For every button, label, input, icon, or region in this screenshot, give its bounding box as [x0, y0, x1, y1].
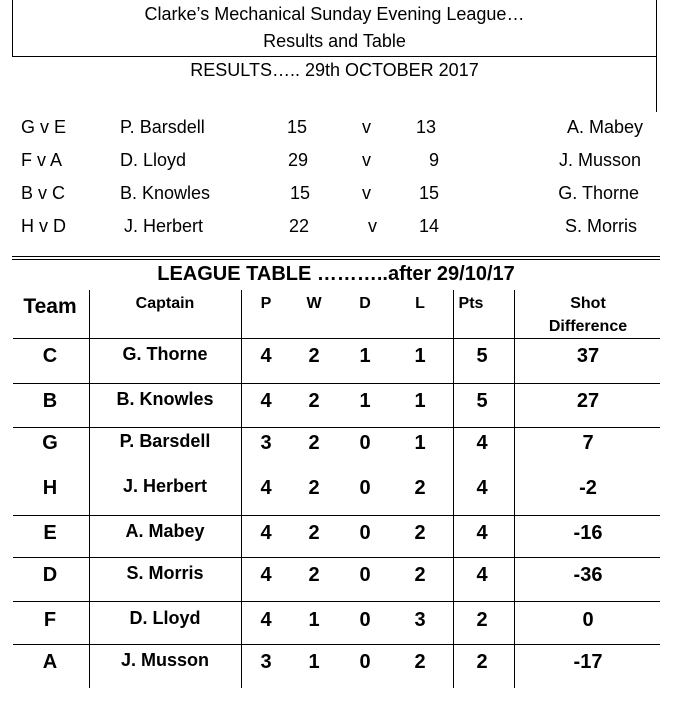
cell-captain: P. Barsdell	[119, 431, 211, 451]
cell-captain: D. Lloyd	[129, 608, 201, 628]
cell-points: 4	[476, 564, 488, 586]
header-shot-difference-line2: Difference	[548, 318, 628, 335]
cell-lost: 1	[414, 432, 426, 454]
result-away-score: 13	[416, 117, 437, 137]
cell-lost: 1	[414, 345, 426, 367]
cell-lost: 2	[414, 564, 426, 586]
result-away-score: 14	[419, 216, 440, 236]
cell-lost: 2	[414, 522, 426, 544]
cell-captain: G. Thorne	[122, 344, 208, 364]
result-home-captain: D. Lloyd	[120, 150, 187, 170]
cell-won: 2	[308, 477, 320, 499]
cell-drawn: 0	[359, 432, 371, 454]
cell-played: 4	[260, 390, 272, 412]
cell-played: 4	[260, 345, 272, 367]
cell-shot-difference: 27	[576, 390, 600, 412]
cell-shot-difference: 7	[582, 432, 594, 454]
row-divider	[13, 383, 660, 384]
cell-points: 5	[476, 390, 488, 412]
cell-captain: A. Mabey	[125, 521, 205, 541]
cell-drawn: 0	[359, 522, 371, 544]
cell-lost: 2	[414, 651, 426, 673]
result-away-captain: G. Thorne	[558, 183, 639, 203]
cell-played: 3	[260, 651, 272, 673]
header-team: Team	[23, 295, 77, 318]
cell-drawn: 1	[359, 345, 371, 367]
result-fixture: G v E	[21, 117, 67, 137]
results-and-table-subtitle: Results and Table	[263, 31, 406, 51]
result-away-captain: J. Musson	[558, 150, 641, 170]
cell-drawn: 0	[359, 609, 371, 631]
col-divider-sd	[514, 290, 515, 688]
cell-won: 2	[308, 345, 320, 367]
cell-won: 2	[308, 564, 320, 586]
results-table-separator	[12, 259, 660, 260]
result-versus: v	[362, 183, 371, 203]
result-home-captain: P. Barsdell	[120, 117, 205, 137]
cell-captain: S. Morris	[126, 563, 204, 583]
result-versus: v	[362, 150, 371, 170]
result-home-score: 29	[288, 150, 309, 170]
result-versus: v	[368, 216, 377, 236]
result-away-captain: A. Mabey	[566, 117, 643, 137]
cell-points: 4	[476, 432, 488, 454]
cell-points: 2	[476, 609, 488, 631]
cell-team: B	[42, 390, 58, 412]
cell-won: 1	[308, 651, 320, 673]
cell-played: 4	[260, 522, 272, 544]
cell-won: 2	[308, 390, 320, 412]
header-divider	[12, 56, 657, 57]
header-shot-difference-line1: Shot	[570, 295, 606, 312]
header-played: P	[260, 295, 272, 312]
cell-team: F	[43, 609, 57, 631]
cell-team: E	[43, 522, 57, 544]
results-table-separator	[12, 256, 660, 257]
cell-lost: 2	[414, 477, 426, 499]
cell-lost: 3	[414, 609, 426, 631]
cell-shot-difference: 37	[576, 345, 600, 367]
cell-captain: J. Herbert	[122, 476, 208, 496]
col-divider-team	[89, 290, 90, 688]
row-divider	[13, 338, 660, 339]
header-points: Pts	[458, 295, 484, 312]
cell-played: 4	[260, 609, 272, 631]
cell-drawn: 0	[359, 651, 371, 673]
cell-played: 4	[260, 477, 272, 499]
result-home-captain: B. Knowles	[120, 183, 211, 203]
cell-team: C	[42, 345, 58, 367]
results-heading: RESULTS….. 29th OCTOBER 2017	[190, 60, 479, 80]
col-divider-pts	[453, 290, 454, 688]
league-table-title: LEAGUE TABLE ………..after 29/10/17	[157, 263, 515, 285]
row-divider	[13, 515, 660, 516]
col-divider-captain	[241, 290, 242, 688]
cell-shot-difference: -17	[573, 651, 603, 673]
result-fixture: H v D	[21, 216, 66, 236]
cell-team: D	[42, 564, 58, 586]
cell-points: 2	[476, 651, 488, 673]
cell-team: H	[42, 477, 58, 499]
cell-won: 1	[308, 609, 320, 631]
row-divider	[13, 557, 660, 558]
league-title: Clarke’s Mechanical Sunday Evening League…	[144, 4, 525, 24]
cell-shot-difference: -2	[579, 477, 597, 499]
cell-played: 3	[260, 432, 272, 454]
cell-drawn: 1	[359, 390, 371, 412]
result-home-captain: J. Herbert	[124, 216, 204, 236]
result-home-score: 22	[289, 216, 310, 236]
result-versus: v	[362, 117, 371, 137]
cell-shot-difference: 0	[582, 609, 594, 631]
result-fixture: F v A	[21, 150, 63, 170]
cell-played: 4	[260, 564, 272, 586]
cell-drawn: 0	[359, 564, 371, 586]
cell-captain: J. Musson	[120, 650, 209, 670]
cell-won: 2	[308, 432, 320, 454]
cell-drawn: 0	[359, 477, 371, 499]
cell-points: 5	[476, 345, 488, 367]
result-away-score: 15	[419, 183, 440, 203]
cell-captain: B. Knowles	[116, 389, 214, 409]
cell-points: 4	[476, 522, 488, 544]
row-divider	[13, 644, 660, 645]
cell-shot-difference: -16	[573, 522, 603, 544]
cell-points: 4	[476, 477, 488, 499]
cell-team: A	[42, 651, 58, 673]
result-home-score: 15	[287, 117, 308, 137]
cell-shot-difference: -36	[573, 564, 603, 586]
result-home-score: 15	[290, 183, 311, 203]
result-away-captain: S. Morris	[565, 216, 637, 236]
header-lost: L	[415, 295, 425, 312]
row-divider	[13, 601, 660, 602]
row-divider	[13, 427, 660, 428]
header-won: W	[306, 295, 322, 312]
header-drawn: D	[359, 295, 371, 312]
cell-lost: 1	[414, 390, 426, 412]
cell-won: 2	[308, 522, 320, 544]
result-fixture: B v C	[21, 183, 66, 203]
header-captain: Captain	[135, 295, 195, 312]
result-away-score: 9	[429, 150, 440, 170]
cell-team: G	[42, 432, 58, 454]
